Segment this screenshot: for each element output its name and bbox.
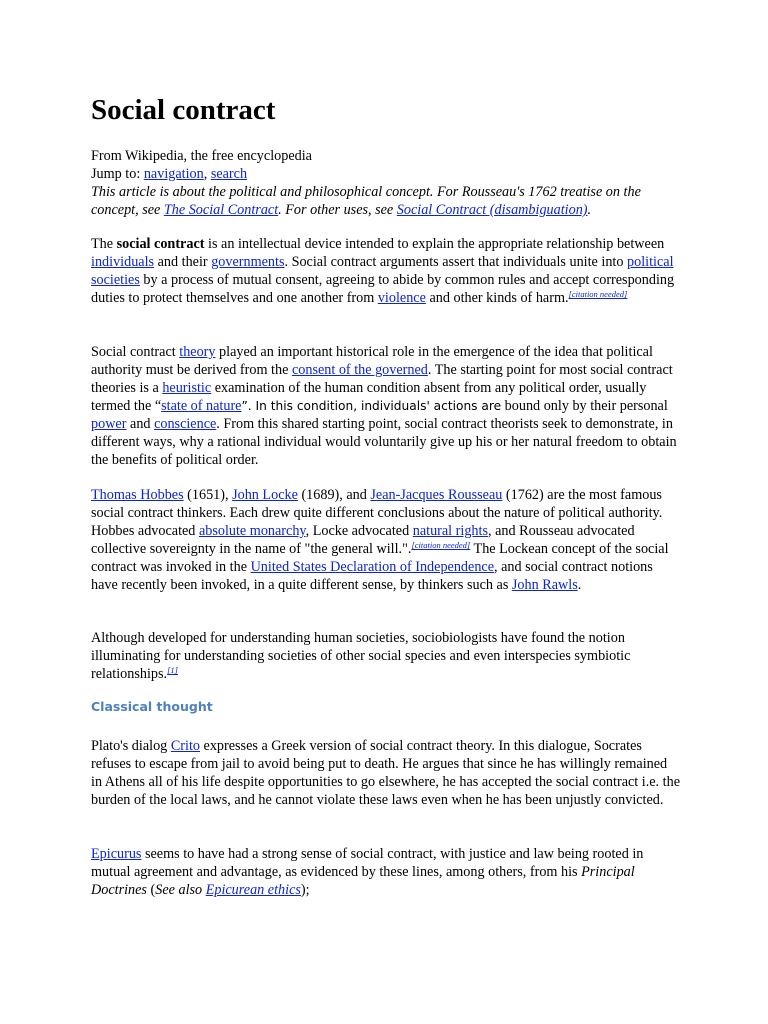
page-title: Social contract	[91, 94, 276, 126]
citation-needed-link[interactable]: [citation needed]	[411, 540, 471, 550]
article-header	[91, 147, 681, 219]
epicurus-link[interactable]: Epicurus	[91, 846, 142, 862]
absolute-monarchy-link[interactable]: absolute monarchy	[198, 523, 306, 539]
natural-rights-link[interactable]: natural rights	[412, 523, 488, 539]
paragraph-theory: Social contract theory played an important historical role in the emergence of the idea that political authority must be derived from the consent of the governed. The starting point for most social contract theories is a heuristic examination of the human condition absent from any political order, usually termed the “state of nature”. In this condition, individuals' actions are bound only by their personal power and conscience. From this shared starting point, social contract theorists seek to demonstrate, in different ways, why a rational individual would voluntarily give up his or her natural freedom to obtain the benefits of political order.	[91, 344, 677, 468]
state-of-nature-link[interactable]: state of nature	[161, 398, 242, 414]
rousseau-link[interactable]: Jean-Jacques Rousseau	[370, 487, 503, 503]
violence-link[interactable]: violence	[377, 290, 426, 306]
jump-search-link[interactable]: search	[210, 166, 248, 182]
john-locke-link[interactable]: John Locke	[232, 487, 298, 503]
political-link[interactable]: political	[627, 254, 674, 270]
power-link[interactable]: power	[91, 416, 127, 432]
jump-to-label: Jump to:	[91, 166, 144, 182]
paragraph-epicurus: Epicurus seems to have had a strong sense of social contract, with justice and law being rooted in mutual agreement and advantage, as evidenced by these lines, among others, from his Principal Doctrines (See also Epicurean ethics);	[91, 846, 644, 898]
jump-to-line: Jump to: navigation, search	[91, 166, 248, 182]
crito-link[interactable]: Crito	[170, 738, 200, 754]
theory-link[interactable]: theory	[179, 344, 216, 360]
societies-link[interactable]: societies	[91, 272, 140, 288]
section-heading-classical: Classical thought	[91, 699, 213, 714]
jump-navigation-link[interactable]: navigation	[143, 166, 204, 182]
tagline: From Wikipedia, the free encyclopedia	[91, 148, 312, 164]
john-rawls-link[interactable]: John Rawls	[511, 577, 578, 593]
paragraph-thinkers: Thomas Hobbes (1651), John Locke (1689), and Jean-Jacques Rousseau (1762) are the most famous social contract thinkers. Each drew quite different conclusions about the nature of political authority. Hobbes advocated absolute monarchy, Locke advocated natural rights, and Rousseau advocated collective sovereignty in the name of "the general will.".[citation needed] The Lockean concept of the social contract was invoked in the United States Declaration of Independence, and social contract notions have recently been invoked, in a quite different sense, by thinkers such as John Rawls.	[91, 487, 669, 593]
paragraph-sociobiology: Although developed for understanding human societies, sociobiologists have found the notion illuminating for understanding societies of other social species and even interspecies symbiotic relationships.[1]	[91, 630, 631, 682]
governments-link[interactable]: governments	[211, 254, 285, 270]
consent-of-the-governed-link[interactable]: consent of the governed	[291, 362, 428, 378]
paragraph-intro: The social contract is an intellectual device intended to explain the appropriate relationship between individuals and their governments. Social contract arguments assert that individuals unite into political societies by a process of mutual consent, agreeing to abide by common rules and accept corresponding duties to protect themselves and one another from violence and other kinds of harm.[citation needed]	[91, 236, 675, 306]
heuristic-link[interactable]: heuristic	[162, 380, 212, 396]
paragraph-plato: Plato's dialog Crito expresses a Greek version of social contract theory. In this dialogue, Socrates refuses to escape from jail to avoid being put to death. He argues that since he has willingly remained in Athens all of his life despite opportunities to go elsewhere, he has accepted the social contract i.e. the burden of the local laws, and he cannot violate these laws even when he has been unjustly convicted.	[91, 738, 680, 808]
thomas-hobbes-link[interactable]: Thomas Hobbes	[91, 487, 184, 503]
us-declaration-link[interactable]: United States Declaration of Independence	[250, 559, 495, 575]
disambiguation-link[interactable]: Social Contract (disambiguation)	[396, 202, 588, 218]
reference-1-link[interactable]: [1]	[167, 665, 178, 675]
bold-term: social contract	[116, 236, 205, 252]
individuals-link[interactable]: individuals	[91, 254, 155, 270]
hatnote: This article is about the political and philosophical concept. For Rousseau's 1762 treatise on the concept, see The Social Contract. For other uses, see Social Contract (disambiguation).	[91, 184, 641, 218]
conscience-link[interactable]: conscience	[154, 416, 217, 432]
the-social-contract-link[interactable]: The Social Contract	[163, 202, 279, 218]
citation-needed-link[interactable]: [citation needed]	[568, 289, 628, 299]
epicurean-ethics-link[interactable]: Epicurean ethics	[205, 882, 301, 898]
